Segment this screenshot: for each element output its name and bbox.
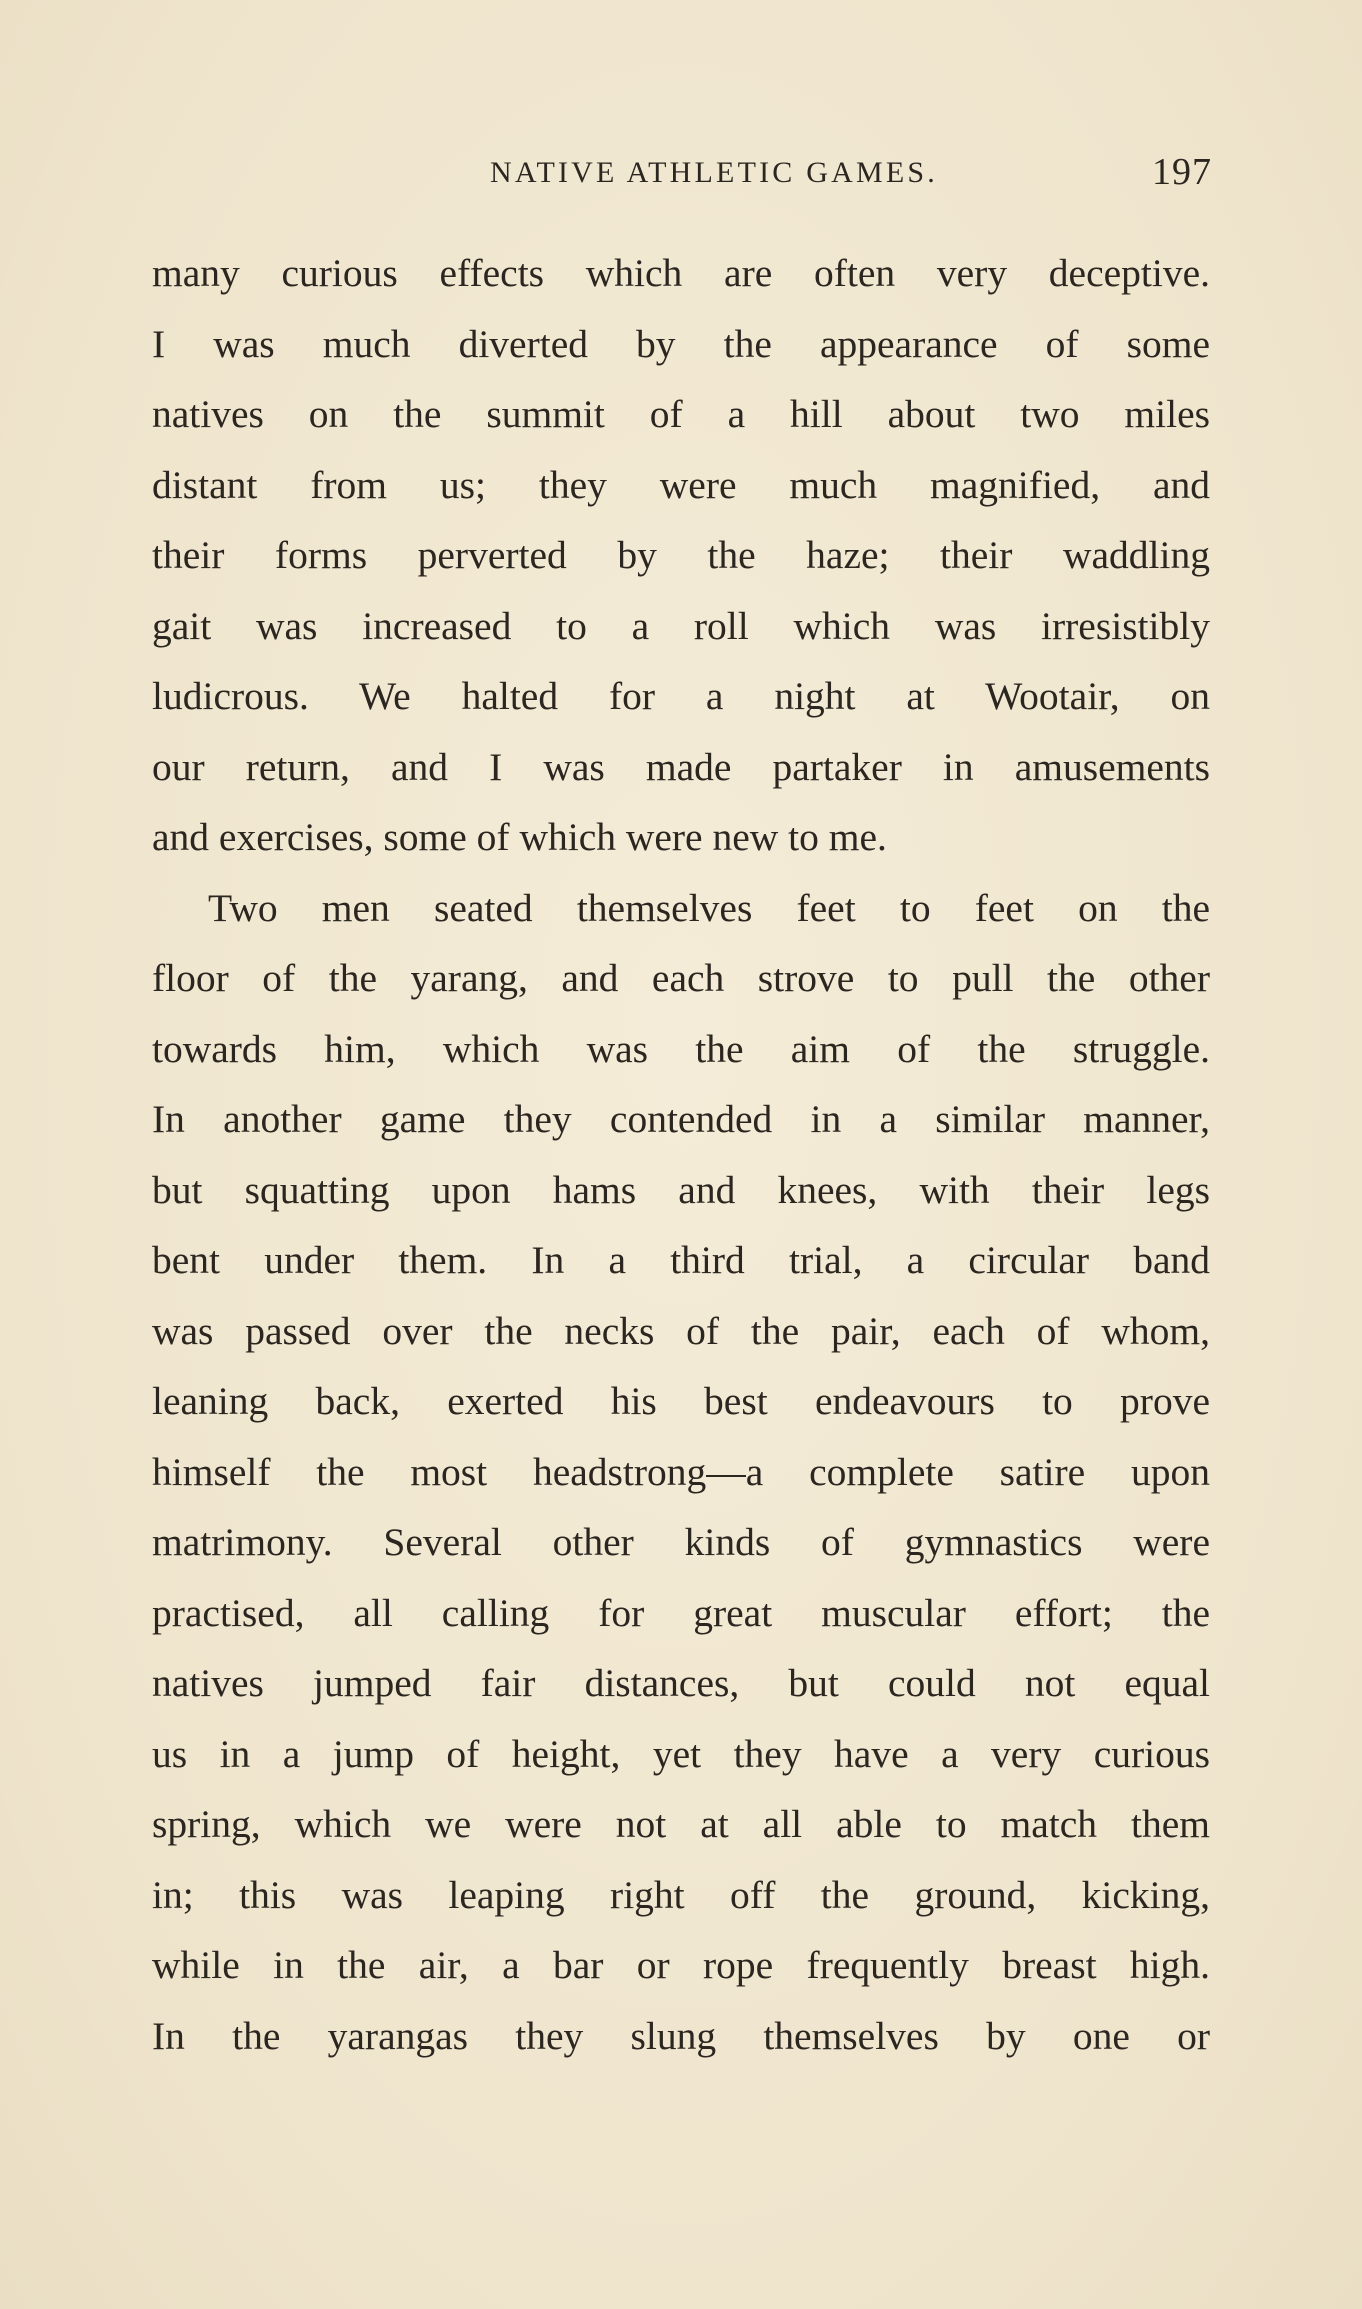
- text-line: matrimony. Several other kinds of gymnastics were: [152, 1520, 1210, 1564]
- text-line: our return, and I was made partaker in amusements: [152, 744, 1210, 789]
- text-line: gait was increased to a roll which was irresistibly: [152, 603, 1210, 648]
- text-line: many curious effects which are often very deceptive.: [152, 251, 1210, 295]
- text-line: natives jumped fair distances, but could not equal: [152, 1661, 1210, 1705]
- running-title: NATIVE ATHLETIC GAMES.: [490, 156, 938, 189]
- page-number: 197: [1152, 151, 1212, 193]
- paragraph-1: [152, 238, 1210, 873]
- text-line: bent under them. In a third trial, a circular band: [152, 1238, 1210, 1282]
- text-line: in; this was leaping right off the ground, kicking,: [152, 1872, 1210, 1917]
- text-line: himself the most headstrong—a complete satire upon: [152, 1449, 1210, 1494]
- text-line: us in a jump of height, yet they have a very curious: [152, 1731, 1210, 1776]
- text-line: while in the air, a bar or rope frequently breast high.: [152, 1943, 1210, 1987]
- text-line: Two men seated themselves feet to feet on the: [208, 885, 1210, 930]
- running-head: [152, 150, 1210, 200]
- text-line: ludicrous. We halted for a night at Wootair, on: [152, 674, 1210, 718]
- paragraph-2: [152, 873, 1210, 2072]
- text-line: their forms perverted by the haze; their waddling: [152, 533, 1210, 577]
- body-text: [152, 238, 1210, 2071]
- text-line: practised, all calling for great muscular effort; the: [152, 1590, 1210, 1635]
- text-line: spring, which we were not at all able to match them: [152, 1802, 1210, 1846]
- text-line: but squatting upon hams and knees, with their legs: [152, 1167, 1210, 1212]
- text-line: I was much diverted by the appearance of some: [152, 321, 1210, 366]
- text-line: floor of the yarang, and each strove to pull the other: [152, 956, 1210, 1000]
- text-line: In the yarangas they slung themselves by one or: [152, 2013, 1210, 2058]
- text-line: and exercises, some of which were new to me.: [152, 815, 887, 859]
- text-line: leaning back, exerted his best endeavours to prove: [152, 1379, 1210, 1423]
- text-line: distant from us; they were much magnified, and: [152, 462, 1210, 507]
- text-line: In another game they contended in a similar manner,: [152, 1097, 1210, 1141]
- text-line: towards him, which was the aim of the struggle.: [152, 1026, 1210, 1071]
- text-line: natives on the summit of a hill about two miles: [152, 392, 1210, 436]
- text-line: was passed over the necks of the pair, each of whom,: [152, 1308, 1210, 1353]
